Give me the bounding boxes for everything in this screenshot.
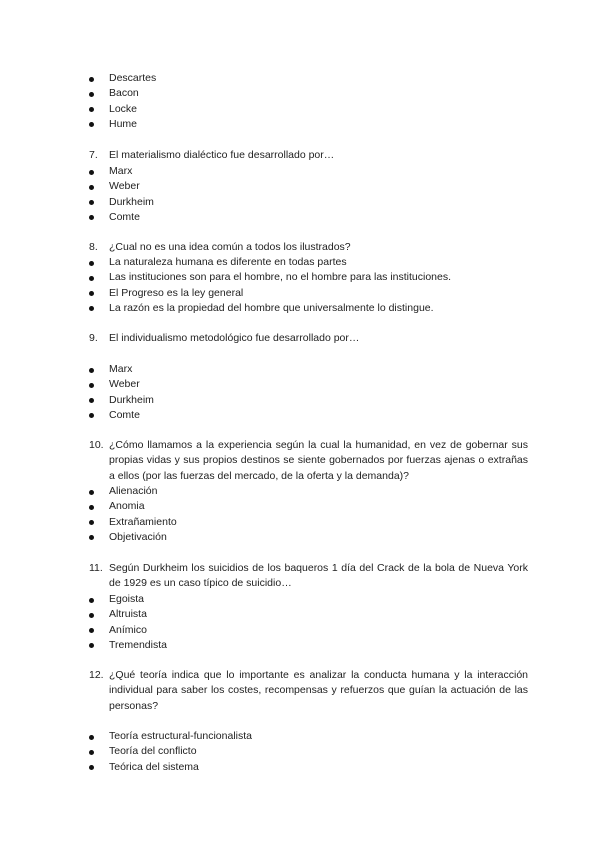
list-item: Bacon (0, 86, 600, 101)
bullet-icon (89, 306, 94, 311)
question-text: El individualismo metodológico fue desarrollado por… (109, 332, 360, 344)
bullet-icon (89, 215, 94, 220)
question-number: 7. (89, 149, 98, 161)
bullet-icon (89, 200, 94, 205)
bullet-icon (89, 122, 94, 127)
list-item: Descartes (0, 71, 600, 86)
bullet-icon (89, 368, 94, 373)
list-item: Locke (0, 102, 600, 117)
bullet-icon (89, 77, 94, 82)
bullet-icon (89, 383, 94, 388)
question-number: 12. (89, 669, 104, 681)
question-text: El materialismo dialéctico fue desarrollado por… (109, 149, 335, 161)
list-item: Marx (0, 362, 600, 377)
question-text: ¿Qué teoría indica que lo importante es analizar la conducta humana y la interacción individual para saber los costes, recompensas y refuerzos que guían la actuación de las personas? (109, 669, 528, 712)
list-item: Marx (0, 164, 600, 179)
question-text: ¿Cómo llamamos a la experiencia según la cual la humanidad, en vez de gobernar sus propias vidas y sus propios destinos se siente gobernados por fuerzas ajenas o extrañas a ellos (por las fuerzas del mercado, de la oferta y la demanda)? (109, 439, 528, 482)
question-number: 10. (89, 439, 104, 451)
list-item: Comte (0, 210, 600, 225)
bullet-icon (89, 291, 94, 296)
list-item: Altruista (0, 607, 600, 622)
list-item: Hume (0, 117, 600, 132)
bullet-icon (89, 750, 94, 755)
bullet-icon (89, 398, 94, 403)
bullet-icon (89, 170, 94, 175)
question-text: ¿Cual no es una idea común a todos los ilustrados? (109, 241, 351, 253)
question-text: Según Durkheim los suicidios de los baqueros 1 día del Crack de la bola de Nueva York de 1929 es un caso típico de suicidio… (109, 562, 528, 590)
question-number: 9. (89, 332, 98, 344)
bullet-icon (89, 643, 94, 648)
list-item: Egoista (0, 592, 600, 607)
list-item: La naturaleza humana es diferente en todas partes (0, 255, 600, 270)
bullet-icon (89, 92, 94, 97)
bullet-icon (89, 520, 94, 525)
options-list-top (0, 71, 600, 132)
bullet-icon (89, 276, 94, 281)
options-list (0, 592, 600, 653)
list-item: Anomia (0, 499, 600, 514)
bullet-icon (89, 735, 94, 740)
list-item: Teoría del conflicto (0, 744, 600, 759)
list-item: Teoría estructural-funcionalista (0, 729, 600, 744)
bullet-icon (89, 107, 94, 112)
bullet-icon (89, 535, 94, 540)
list-item: Objetivación (0, 530, 600, 545)
bullet-icon (89, 490, 94, 495)
bullet-icon (89, 505, 94, 510)
list-item: Anímico (0, 623, 600, 638)
options-list (0, 484, 600, 545)
question-number: 11. (89, 562, 103, 574)
bullet-icon (89, 765, 94, 770)
list-item: La razón es la propiedad del hombre que universalmente lo distingue. (0, 301, 600, 316)
bullet-icon (89, 598, 94, 603)
options-list (0, 729, 600, 775)
list-item: Extrañamiento (0, 515, 600, 530)
options-list (0, 255, 600, 316)
bullet-icon (89, 628, 94, 633)
bullet-icon (89, 261, 94, 266)
list-item: Las instituciones son para el hombre, no el hombre para las instituciones. (0, 270, 600, 285)
list-item: Alienación (0, 484, 600, 499)
list-item: Durkheim (0, 393, 600, 408)
options-list (0, 362, 600, 423)
question-number: 8. (89, 241, 98, 253)
list-item: Weber (0, 179, 600, 194)
list-item: Comte (0, 408, 600, 423)
list-item: El Progreso es la ley general (0, 286, 600, 301)
list-item: Durkheim (0, 195, 600, 210)
bullet-icon (89, 413, 94, 418)
bullet-icon (89, 185, 94, 190)
list-item: Tremendista (0, 638, 600, 653)
bullet-icon (89, 613, 94, 618)
list-item: Teórica del sistema (0, 760, 600, 775)
list-item: Weber (0, 377, 600, 392)
options-list (0, 164, 600, 225)
